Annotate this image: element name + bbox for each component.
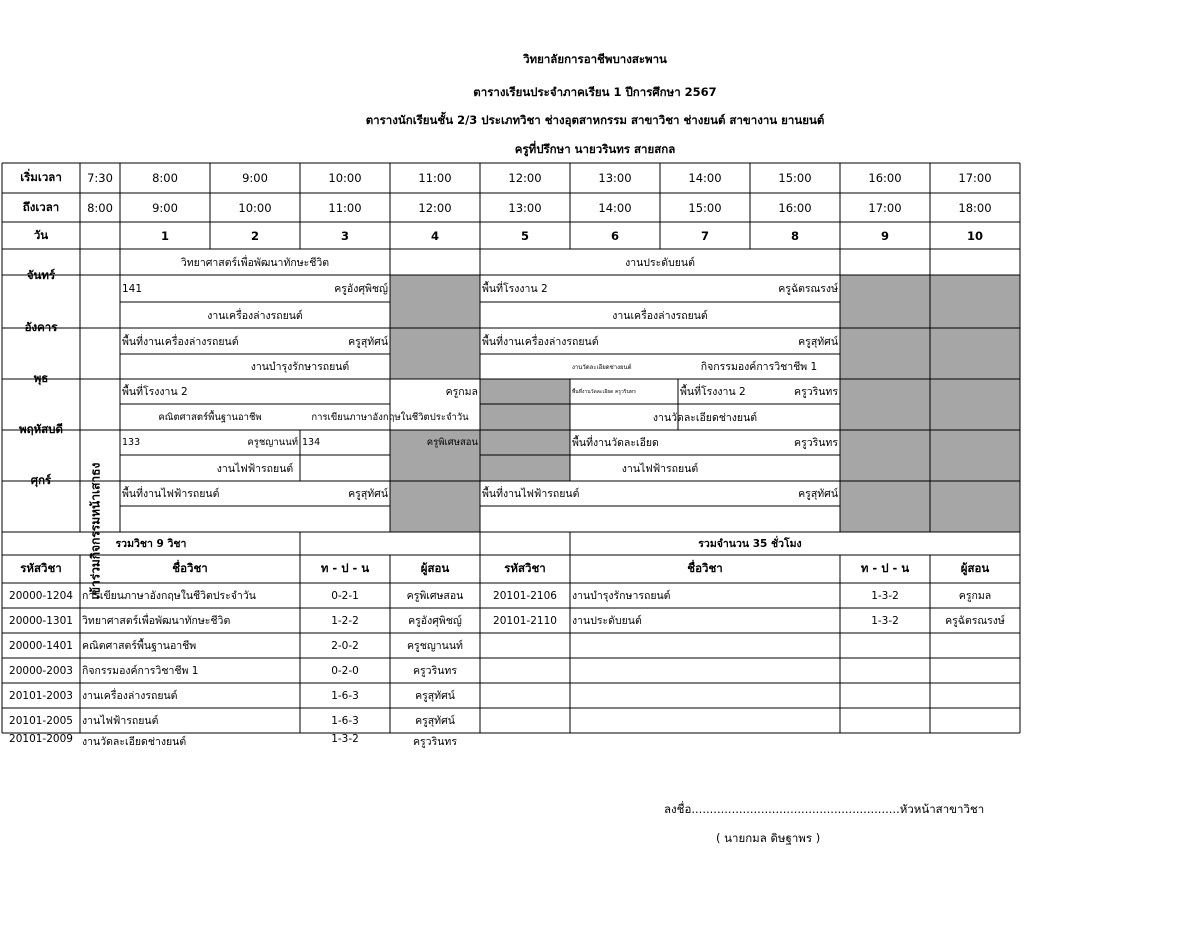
period-number: 7	[700, 228, 709, 243]
subject-name: งานวัดละเอียดช่างยนต์	[82, 736, 187, 748]
subject-teacher: ครูวรินทร	[413, 665, 457, 677]
class-teacher: ครูอังศุพิชญ์	[334, 283, 388, 295]
start-time: 10:00	[328, 171, 362, 185]
class-subject: งานเครื่องล่างรถยนต์	[612, 309, 708, 322]
subject-tpn: 1-6-3	[331, 689, 359, 702]
class-subject: วิทยาศาสตร์เพื่อพัฒนาทักษะชีวิต	[180, 256, 330, 269]
class-room: 134	[302, 437, 321, 448]
end-time: 15:00	[688, 200, 722, 215]
period-number: 6	[610, 228, 619, 243]
start-time: 14:00	[688, 171, 722, 185]
summary-header-code: รหัสวิชา	[20, 561, 62, 575]
end-time: 16:00	[778, 200, 812, 215]
class-subject: กิจกรรมองค์การวิชาชีพ 1	[700, 361, 818, 373]
class-room: 133	[122, 437, 141, 448]
summary-header-name: ชื่อวิชา	[687, 561, 723, 575]
signature-line: ลงชื่อ.........................................................หัวหน้าสาขาวิชา	[664, 802, 985, 816]
hour-total: รวมจำนวน 35 ชั่วโมง	[698, 538, 802, 550]
shaded-cell	[390, 275, 480, 328]
summary-header-teacher: ผู้สอน	[420, 561, 450, 575]
subject-teacher: ครูชญานนท์	[407, 640, 463, 652]
class-room: พื้นที่งานไฟฟ้ารถยนต์	[122, 488, 220, 500]
start-time: 15:00	[778, 171, 812, 185]
subject-code: 20000-2003	[9, 664, 73, 677]
timetable	[2, 163, 1022, 748]
period-number: 9	[880, 228, 889, 243]
start-time: 11:00	[418, 171, 452, 185]
term-title: ตารางเรียนประจำภาคเรียน 1 ปีการศึกษา 2567	[473, 85, 717, 99]
class-teacher: ครูสุทัศน์	[798, 488, 838, 500]
class-room: 141	[122, 282, 143, 295]
subject-tpn: 0-2-0	[331, 664, 359, 677]
period-number: 10	[966, 228, 983, 243]
subject-name: การเขียนภาษาอังกฤษในชีวิตประจำวัน	[82, 590, 256, 602]
period-number	[80, 222, 120, 249]
class-teacher: ครูพิเศษสอน	[426, 437, 478, 448]
period-label: วัน	[33, 227, 49, 242]
signature-name: ( นายกมล ดิษฐาพร )	[716, 831, 821, 845]
subject-name: งานเครื่องล่างรถยนต์	[82, 690, 178, 702]
subject-teacher: ครูวรินทร	[413, 736, 457, 748]
period-number: 8	[790, 228, 799, 243]
class-room: พื้นที่งานเครื่องล่างรถยนต์	[482, 335, 599, 348]
day-label: พฤหัสบดี	[19, 421, 63, 436]
advisor-title: ครูที่ปรึกษา นายวรินทร สายสกล	[514, 142, 676, 156]
end-time: 18:00	[958, 200, 992, 215]
class-subject: งานไฟฟ้ารถยนต์	[621, 462, 699, 475]
morning-activity: เข้าร่วมกิจกรรมหน้าเสาธง	[88, 462, 103, 600]
class-teacher: ครูสุทัศน์	[348, 488, 388, 500]
subject-tpn: 2-0-2	[331, 639, 359, 652]
subject-teacher: ครูอังศุพิชญ์	[408, 615, 462, 627]
period-number: 3	[340, 228, 349, 243]
end-time: 10:00	[238, 200, 272, 215]
end-time: 17:00	[868, 200, 902, 215]
class-subject: งานเครื่องล่างรถยนต์	[207, 309, 303, 322]
subject-tpn: 1-3-2	[331, 733, 359, 745]
class-room: พื้นที่งานวัดละเอียด ครูวรินทร	[572, 388, 636, 395]
class-teacher: ครูสุทัศน์	[348, 335, 388, 348]
start-time: 12:00	[508, 171, 542, 185]
summary-header-code: รหัสวิชา	[504, 561, 546, 575]
class-subject: คณิตศาสตร์พื้นฐานอาชีพ	[158, 411, 262, 423]
subject-name: วิทยาศาสตร์เพื่อพัฒนาทักษะชีวิต	[82, 615, 231, 627]
subject-name: กิจกรรมองค์การวิชาชีพ 1	[82, 665, 199, 677]
subject-tpn: 0-2-1	[331, 589, 359, 602]
subject-teacher: ครูพิเศษสอน	[406, 590, 464, 602]
subject-count: รวมวิชา 9 วิชา	[115, 538, 187, 550]
subject-name: งานประดับยนต์	[572, 615, 642, 627]
summary-header-name: ชื่อวิชา	[172, 561, 208, 575]
class-teacher: ครูวรินทร	[794, 386, 838, 398]
day-label: พุธ	[33, 371, 49, 385]
class-room: พื้นที่งานไฟฟ้ารถยนต์	[482, 488, 580, 500]
class-teacher: ครูสุทัศน์	[798, 335, 838, 348]
subject-code: 20101-2110	[493, 614, 557, 627]
class-room: พื้นที่งานเครื่องล่างรถยนต์	[122, 335, 239, 348]
class-teacher: ครูฉัตรณรงษ์	[778, 283, 838, 295]
summary-header-tpn: ท - ป - น	[320, 561, 370, 575]
end-time: 12:00	[418, 200, 452, 215]
program-title: ตารางนักเรียนชั้น 2/3 ประเภทวิชา ช่างอุตสาหกรรม สาขาวิชา ช่างยนต์ สาขางาน ยานยนต์	[365, 113, 825, 127]
day-label: ศุกร์	[30, 472, 52, 487]
end-time: 9:00	[152, 200, 178, 215]
subject-code: 20101-2106	[493, 589, 557, 602]
subject-tpn: 1-3-2	[871, 614, 899, 627]
class-room: พื้นที่โรงงาน 2	[482, 283, 548, 295]
class-subject: งานวัดละเอียดช่างยนต์	[572, 363, 632, 371]
start-time-label: เริ่มเวลา	[20, 170, 62, 184]
class-subject: งานบำรุงรักษารถยนต์	[250, 361, 350, 373]
end-time: 14:00	[598, 200, 632, 215]
day-label: จันทร์	[26, 267, 56, 282]
class-room: พื้นที่โรงงาน 2	[122, 386, 188, 398]
subject-teacher: ครูสุทัศน์	[415, 690, 455, 702]
shaded-cell	[390, 481, 480, 532]
subject-name: งานไฟฟ้ารถยนต์	[82, 715, 159, 727]
subject-teacher: ครูสุทัศน์	[415, 715, 455, 727]
end-time: 13:00	[508, 200, 542, 215]
end-time: 11:00	[328, 200, 362, 215]
period-number: 4	[430, 228, 439, 243]
class-room: พื้นที่โรงงาน 2	[680, 386, 746, 398]
subject-code: 20101-2005	[9, 714, 73, 727]
day-label: อังคาร	[24, 320, 58, 334]
class-subject: การเขียนภาษาอังกฤษในชีวิตประจำวัน	[311, 411, 469, 423]
subject-code: 20101-2009	[9, 733, 73, 745]
start-time: 7:30	[87, 171, 113, 185]
class-room: พื้นที่งานวัดละเอียด	[572, 437, 659, 449]
subject-name: งานบำรุงรักษารถยนต์	[572, 590, 671, 602]
start-time: 16:00	[868, 171, 902, 185]
subject-tpn: 1-3-2	[871, 589, 899, 602]
summary-header-tpn: ท - ป - น	[860, 561, 910, 575]
start-time: 17:00	[958, 171, 992, 185]
college-title: วิทยาลัยการอาชีพบางสะพาน	[523, 52, 667, 66]
subject-code: 20000-1301	[9, 614, 73, 627]
period-number: 1	[160, 228, 169, 243]
class-teacher: ครูวรินทร	[794, 437, 838, 449]
subject-tpn: 1-2-2	[331, 614, 359, 627]
subject-teacher: ครูฉัตรณรงษ์	[945, 615, 1005, 627]
subject-teacher: ครูกมล	[958, 590, 992, 602]
subject-name: คณิตศาสตร์พื้นฐานอาชีพ	[82, 640, 197, 652]
class-teacher: ครูชญานนท์	[247, 437, 298, 448]
subject-tpn: 1-6-3	[331, 714, 359, 727]
period-number: 2	[250, 228, 259, 243]
subject-code: 20000-1401	[9, 639, 73, 652]
start-time: 8:00	[152, 171, 178, 185]
end-time-label: ถึงเวลา	[22, 199, 60, 214]
class-subject: งานประดับยนต์	[625, 256, 695, 269]
summary-header-teacher: ผู้สอน	[960, 561, 990, 575]
class-subject: งานวัดละเอียดช่างยนต์	[652, 411, 758, 424]
subject-code: 20000-1204	[9, 589, 73, 602]
class-teacher: ครูกมล	[445, 386, 478, 398]
start-time: 9:00	[242, 171, 268, 185]
period-number: 5	[520, 228, 529, 243]
subject-code: 20101-2003	[9, 689, 73, 702]
end-time: 8:00	[87, 200, 113, 215]
start-time: 13:00	[598, 171, 632, 185]
class-subject: งานไฟฟ้ารถยนต์	[216, 462, 294, 475]
